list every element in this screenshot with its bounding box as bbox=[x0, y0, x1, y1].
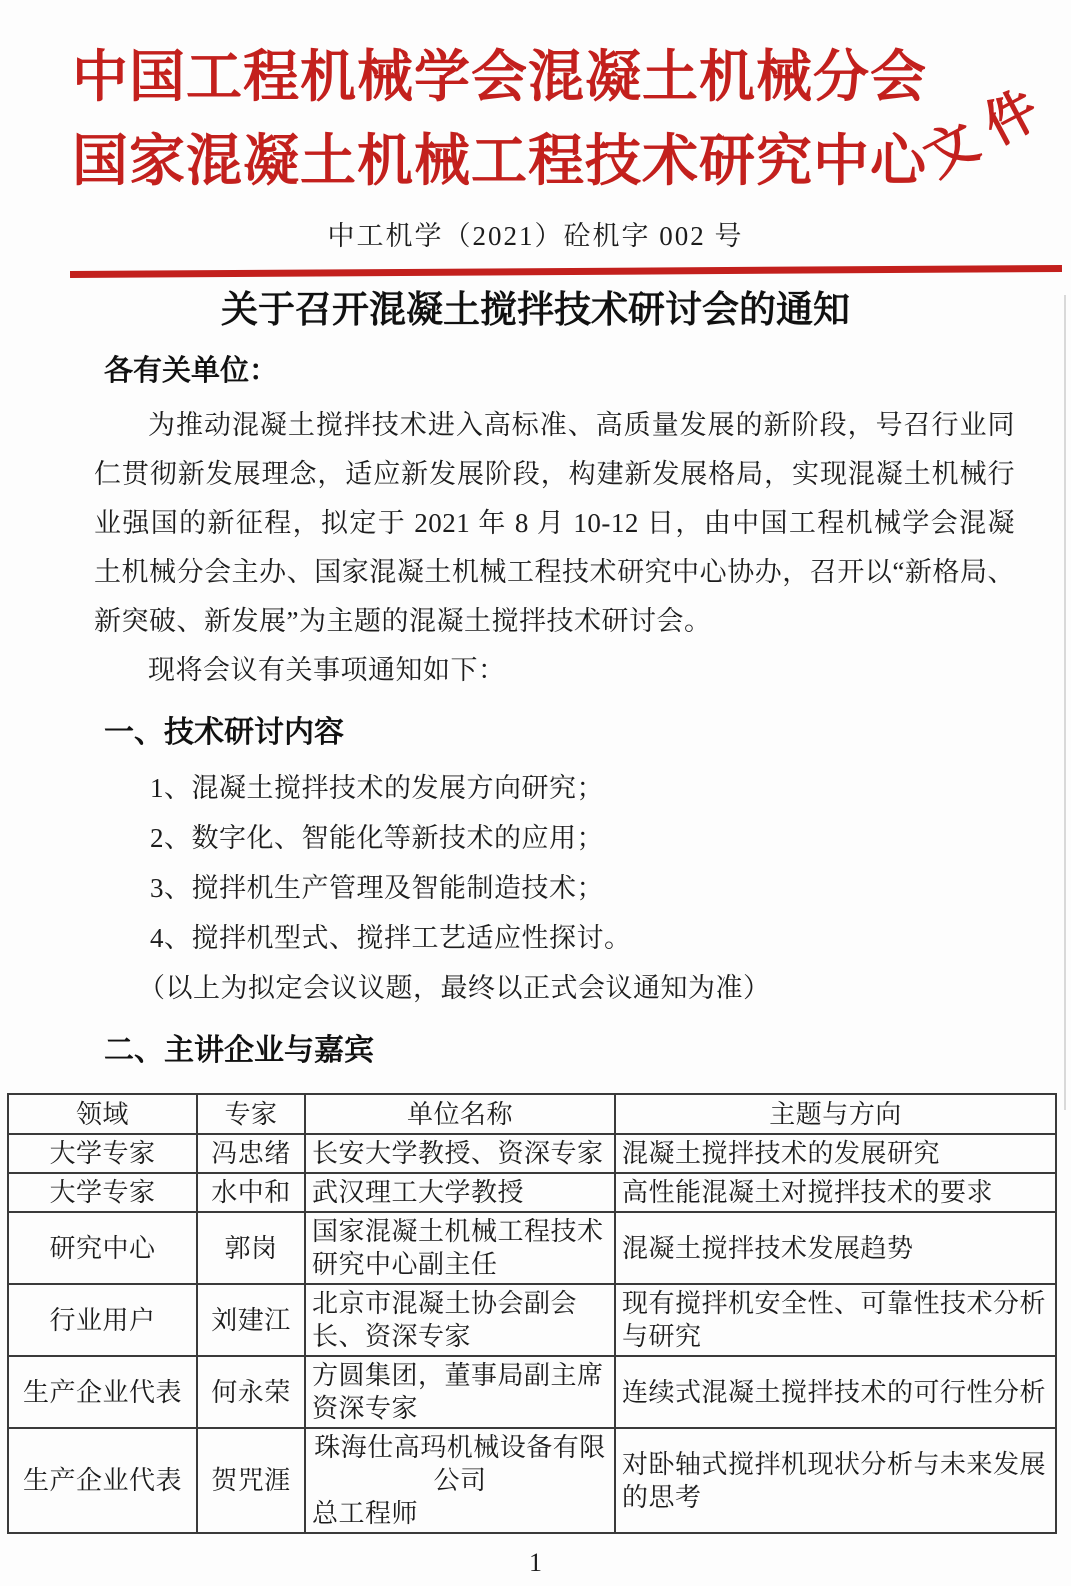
scan-edge-line bbox=[1064, 295, 1066, 1110]
table-row bbox=[8, 1284, 1056, 1356]
cell-org-line-1: 方圆集团，董事局副主席 bbox=[312, 1361, 604, 1390]
cell-topic: 对卧轴式搅拌机现状分析与未来发展的思考 bbox=[615, 1428, 1056, 1533]
cell-field: 大学专家 bbox=[8, 1134, 197, 1173]
agenda-item-1: 1、混凝土搅拌技术的发展方向研究； bbox=[150, 773, 604, 803]
agenda-item-4: 4、搅拌机型式、搅拌工艺适应性探讨。 bbox=[150, 923, 632, 953]
stamp-wenjian: 文件 bbox=[915, 73, 1063, 188]
cell-field: 研究中心 bbox=[8, 1212, 197, 1284]
cell-expert: 刘建江 bbox=[197, 1284, 305, 1356]
cell-org bbox=[305, 1356, 615, 1428]
cell-topic: 现有搅拌机安全性、可靠性技术分析与研究 bbox=[615, 1284, 1056, 1356]
red-divider-rule bbox=[70, 265, 1062, 278]
guest-speakers-table bbox=[7, 1093, 1057, 1534]
cell-org: 北京市混凝土协会副会长、资深专家 bbox=[305, 1284, 615, 1356]
cell-expert: 贺咒涯 bbox=[197, 1428, 305, 1533]
agenda-note: （以上为拟定会议议题，最终以正式会议通知为准） bbox=[138, 973, 771, 1003]
salutation: 各有关单位： bbox=[104, 355, 279, 387]
agenda-item-3: 3、搅拌机生产管理及智能制造技术； bbox=[150, 873, 604, 903]
notice-title: 关于召开混凝土搅拌技术研讨会的通知 bbox=[221, 289, 850, 330]
cell-org: 长安大学教授、资深专家 bbox=[305, 1134, 615, 1173]
cell-org-role: 总工程师 bbox=[312, 1499, 419, 1528]
cell-org bbox=[305, 1428, 615, 1533]
section-2-heading: 二、主讲企业与嘉宾 bbox=[104, 1034, 374, 1067]
col-header-expert: 专家 bbox=[197, 1094, 305, 1134]
table-row bbox=[8, 1134, 1056, 1173]
col-header-org: 单位名称 bbox=[305, 1094, 615, 1134]
table-row bbox=[8, 1173, 1056, 1212]
cell-topic: 混凝土搅拌技术发展趋势 bbox=[615, 1212, 1056, 1284]
cell-field: 大学专家 bbox=[8, 1173, 197, 1212]
table-row bbox=[8, 1356, 1056, 1428]
section-1-heading: 一、技术研讨内容 bbox=[104, 716, 344, 749]
col-header-field: 领域 bbox=[8, 1094, 197, 1134]
cell-field: 生产企业代表 bbox=[8, 1356, 197, 1428]
cell-org: 武汉理工大学教授 bbox=[305, 1173, 615, 1212]
agenda-item-2: 2、数字化、智能化等新技术的应用； bbox=[150, 823, 604, 853]
document-number: 中工机学（2021）砼机字 002 号 bbox=[327, 221, 744, 251]
body-paragraph-2: 现将会议有关事项通知如下： bbox=[148, 655, 506, 685]
table-header-row bbox=[8, 1094, 1056, 1134]
body-paragraph-1: 为推动混凝土搅拌技术进入高标准、高质量发展的新阶段，号召行业同仁贯彻新发展理念，适应新发展阶段，构建新发展格局，实现混凝土机械行业强国的新征程，拟定于 2021 年 8 月 10-12 日，由中国工程机械学会混凝土机械分会主办、国家混凝土机械工程技术研究中心协办，召开以“新格局、新突破、新发展”为主题的混凝土搅拌技术研讨会。 bbox=[94, 410, 1015, 636]
cell-expert: 郭岗 bbox=[197, 1212, 305, 1284]
letterhead-line-1: 中国工程机械学会混凝土机械分会 bbox=[72, 47, 927, 109]
cell-org-line-2: 资深专家 bbox=[312, 1394, 419, 1423]
table-row bbox=[8, 1428, 1056, 1533]
cell-field: 生产企业代表 bbox=[8, 1428, 197, 1533]
cell-expert: 冯忠绪 bbox=[197, 1134, 305, 1173]
cell-expert: 何永荣 bbox=[197, 1356, 305, 1428]
cell-topic: 混凝土搅拌技术的发展研究 bbox=[615, 1134, 1056, 1173]
letterhead-line-2: 国家混凝土机械工程技术研究中心 bbox=[72, 131, 927, 193]
col-header-topic: 主题与方向 bbox=[615, 1094, 1056, 1134]
cell-org-company: 珠海仕高玛机械设备有限公司 bbox=[314, 1433, 606, 1495]
cell-topic: 连续式混凝土搅拌技术的可行性分析 bbox=[615, 1356, 1056, 1428]
cell-topic: 高性能混凝土对搅拌技术的要求 bbox=[615, 1173, 1056, 1212]
cell-org: 国家混凝土机械工程技术研究中心副主任 bbox=[305, 1212, 615, 1284]
cell-field: 行业用户 bbox=[8, 1284, 197, 1356]
table-row bbox=[8, 1212, 1056, 1284]
page-number: 1 bbox=[529, 1548, 542, 1577]
cell-expert: 水中和 bbox=[197, 1173, 305, 1212]
agenda-list bbox=[150, 763, 1071, 963]
